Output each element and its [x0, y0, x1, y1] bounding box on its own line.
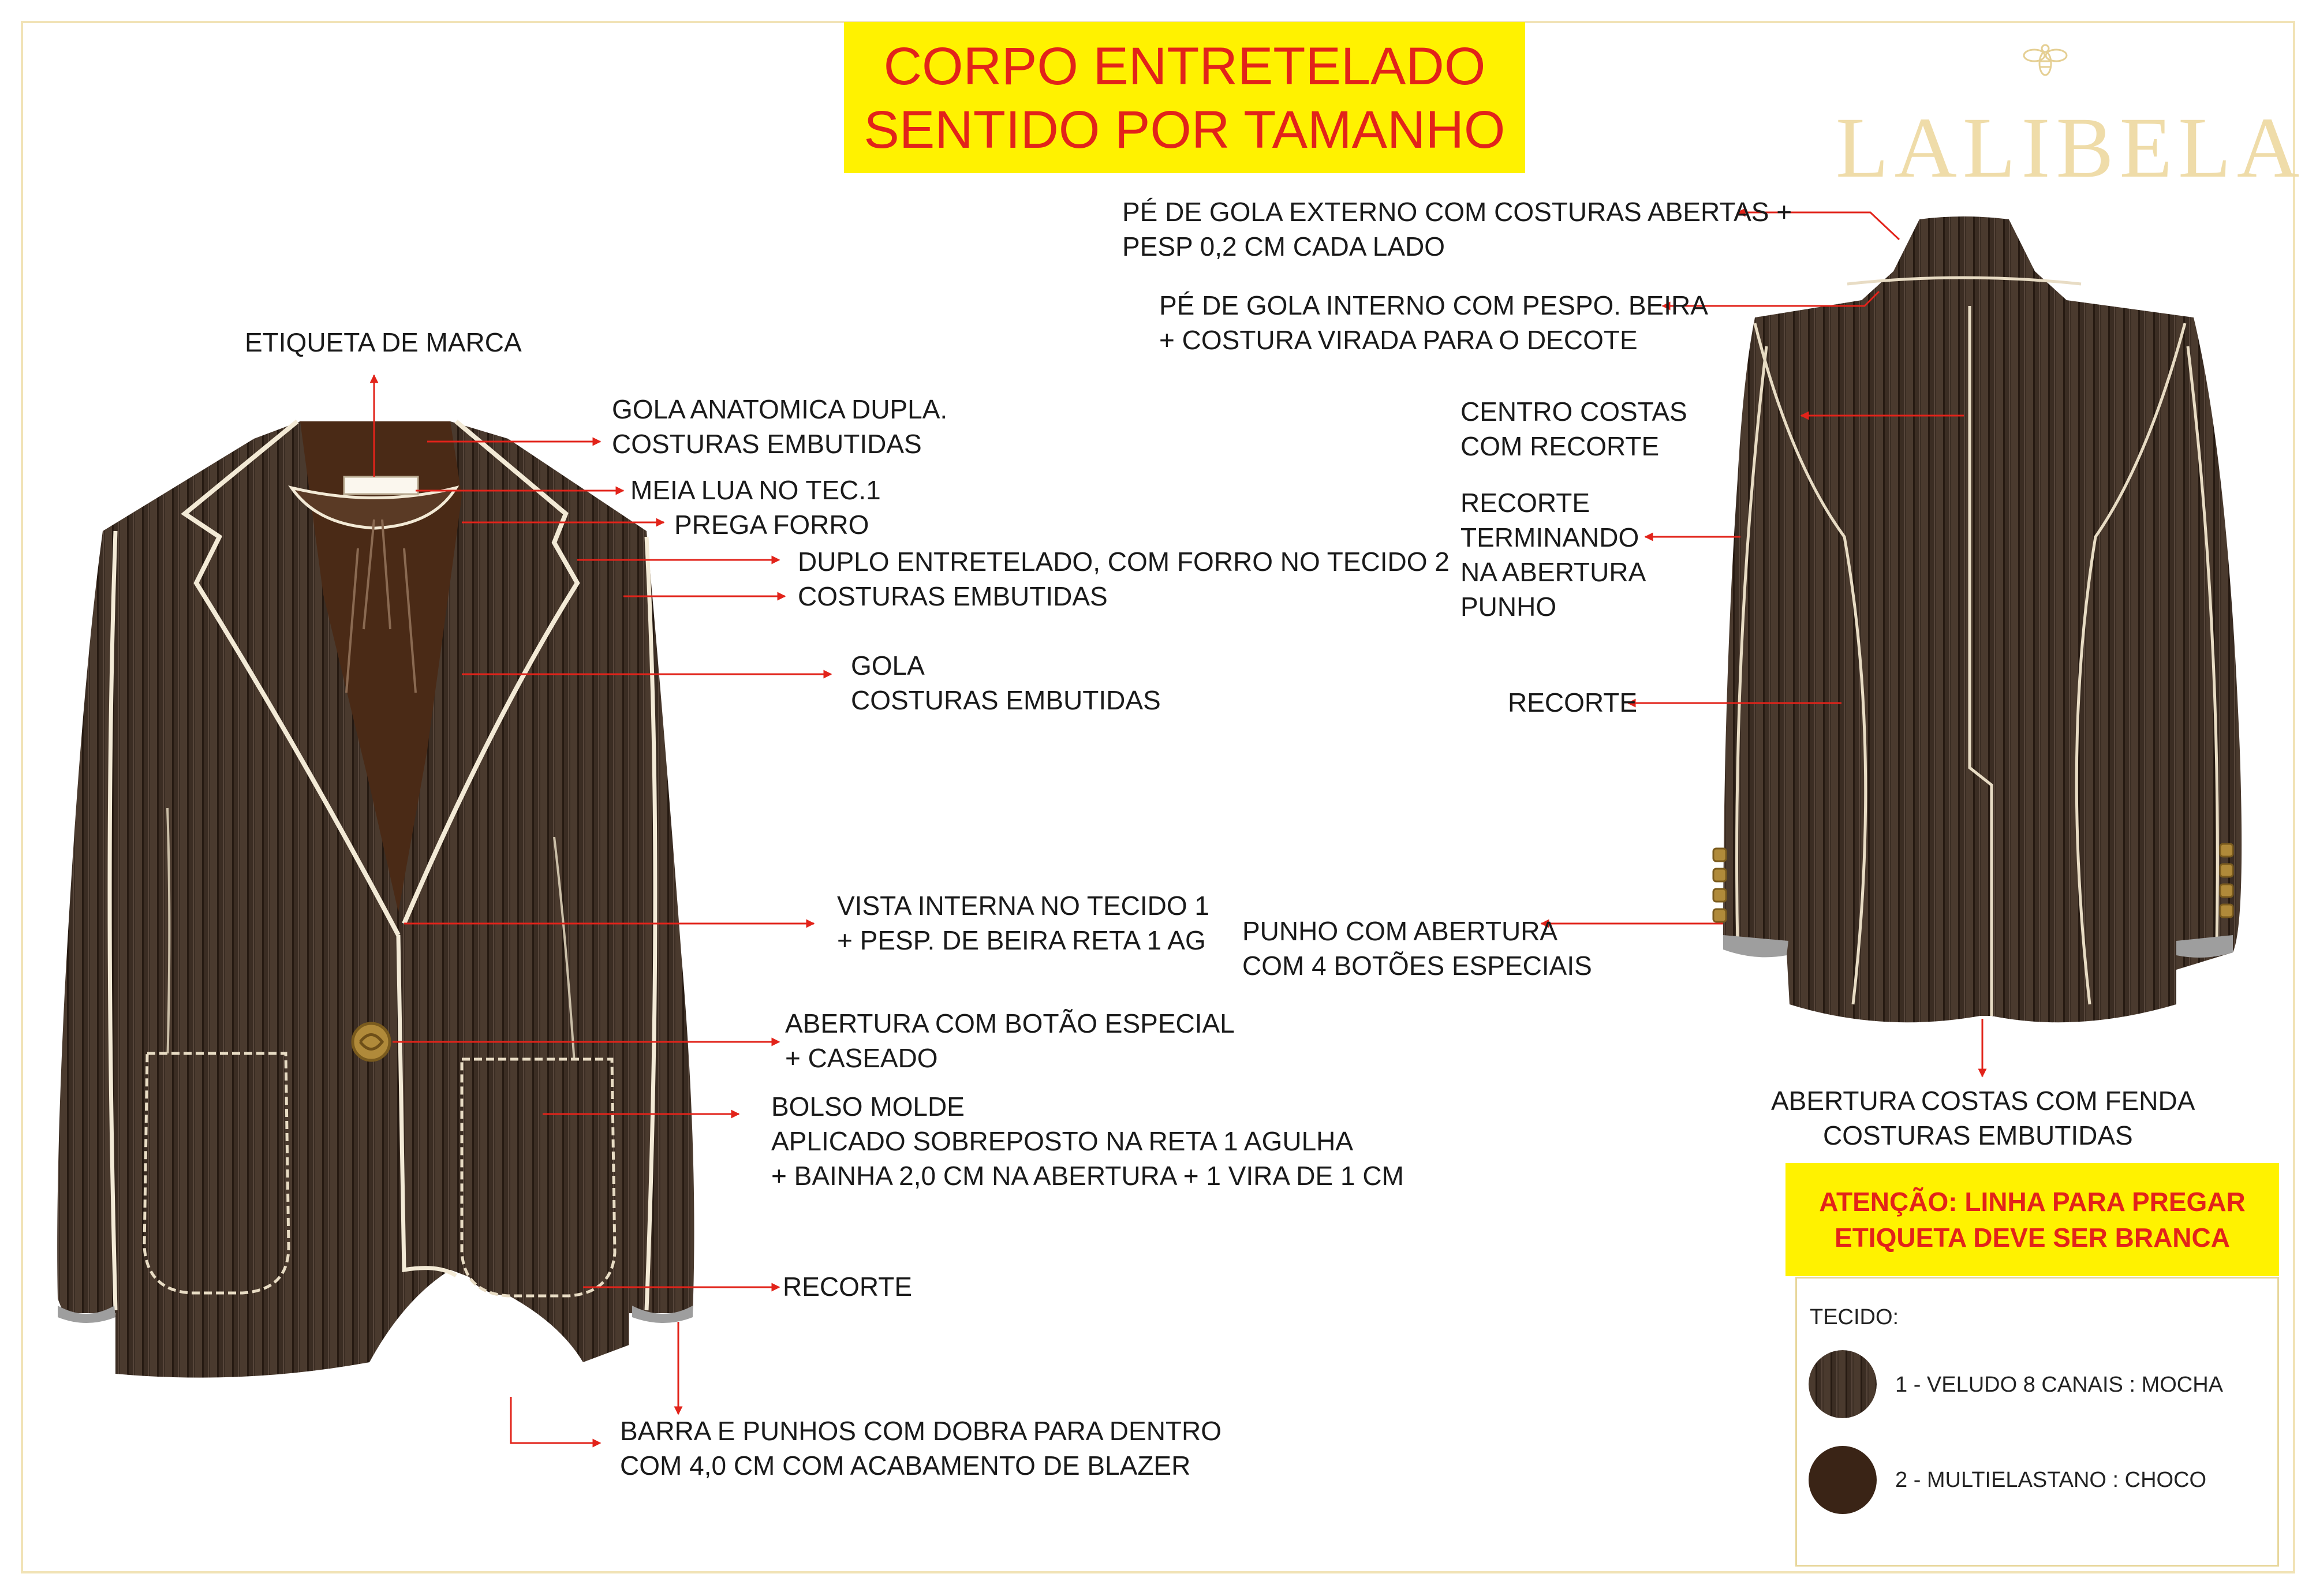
label-abertura-botao: ABERTURA COM BOTÃO ESPECIAL: [785, 1008, 1235, 1038]
brand-logo: LALIBELA: [1836, 100, 2306, 196]
label-vista-pesp: + PESP. DE BEIRA RETA 1 AG: [837, 925, 1206, 955]
brand-label: [344, 477, 418, 494]
label-pe-gola-externo: PÉ DE GOLA EXTERNO COM COSTURAS ABERTAS +: [1122, 197, 1792, 227]
label-etiqueta-marca: ETIQUETA DE MARCA: [245, 327, 522, 357]
label-recorte-front: RECORTE: [783, 1272, 913, 1302]
back-jacket-body: [1723, 216, 2242, 1022]
left-pocket: [144, 1053, 289, 1293]
label-prega-forro: PREGA FORRO: [674, 510, 869, 540]
label-abertura-costas-costuras: COSTURAS EMBUTIDAS: [1823, 1120, 2133, 1150]
label-recorte-back: RECORTE: [1508, 687, 1638, 717]
label-recorte-back-4: PUNHO: [1460, 592, 1557, 622]
label-bolso-aplicado: APLICADO SOBREPOSTO NA RETA 1 AGULHA: [771, 1126, 1354, 1156]
swatch-multielastano: [1809, 1446, 1877, 1514]
back-jacket: [1713, 216, 2242, 1022]
label-punho-abertura: PUNHO COM ABERTURA: [1242, 916, 1558, 946]
title-line-2: SENTIDO POR TAMANHO: [864, 100, 1506, 159]
label-costuras-embutidas: COSTURAS EMBUTIDAS: [798, 581, 1108, 611]
label-gola-anatomica-costuras: COSTURAS EMBUTIDAS: [612, 429, 922, 459]
label-barra-acabamento: COM 4,0 CM COM ACABAMENTO DE BLAZER: [620, 1451, 1191, 1481]
label-meia-lua: MEIA LUA NO TEC.1: [630, 475, 881, 505]
label-recorte-back-1: RECORTE: [1460, 488, 1590, 518]
label-barra-punhos: BARRA E PUNHOS COM DOBRA PARA DENTRO: [620, 1416, 1222, 1446]
legend-title: TECIDO:: [1810, 1305, 1899, 1329]
label-caseado: + CASEADO: [785, 1043, 938, 1073]
label-duplo-entretelado: DUPLO ENTRETELADO, COM FORRO NO TECIDO 2: [798, 547, 1450, 577]
legend-item-2: 2 - MULTIELASTANO : CHOCO: [1895, 1468, 2207, 1492]
label-bolso-bainha: + BAINHA 2,0 CM NA ABERTURA + 1 VIRA DE 1 CM: [771, 1161, 1404, 1191]
right-pocket: [462, 1059, 615, 1296]
label-gola-anatomica: GOLA ANATOMICA DUPLA.: [612, 394, 948, 424]
label-gola: GOLA: [851, 651, 925, 681]
label-recorte-back-3: NA ABERTURA: [1460, 557, 1646, 587]
label-pe-gola-externo-pesp: PESP 0,2 CM CADA LADO: [1122, 231, 1445, 261]
label-recorte-back-2: TERMINANDO: [1460, 522, 1639, 552]
warning-line-2: ETIQUETA DEVE SER BRANCA: [1835, 1223, 2230, 1253]
label-gola-costuras: COSTURAS EMBUTIDAS: [851, 685, 1161, 715]
fabric-legend: [1795, 1277, 2279, 1567]
label-abertura-costas: ABERTURA COSTAS COM FENDA: [1771, 1086, 2195, 1116]
front-jacket: [57, 421, 694, 1378]
label-pe-gola-interno-costura: + COSTURA VIRADA PARA O DECOTE: [1159, 325, 1638, 355]
label-pe-gola-interno: PÉ DE GOLA INTERNO COM PESPO. BEIRA: [1159, 290, 1708, 320]
label-punho-botoes: COM 4 BOTÕES ESPECIAIS: [1242, 951, 1592, 981]
swatch-veludo: [1809, 1350, 1877, 1418]
label-centro-recorte: COM RECORTE: [1460, 431, 1660, 461]
legend-item-1: 1 - VELUDO 8 CANAIS : MOCHA: [1895, 1373, 2224, 1397]
warning-line-1: ATENÇÃO: LINHA PARA PREGAR: [1819, 1187, 2246, 1217]
front-special-button: [353, 1023, 390, 1060]
label-centro-costas: CENTRO COSTAS: [1460, 397, 1687, 427]
warning-box: [1785, 1163, 2279, 1276]
label-bolso-molde: BOLSO MOLDE: [771, 1092, 965, 1122]
title-line-1: CORPO ENTRETELADO: [883, 37, 1486, 96]
label-vista-interna: VISTA INTERNA NO TECIDO 1: [837, 891, 1209, 921]
